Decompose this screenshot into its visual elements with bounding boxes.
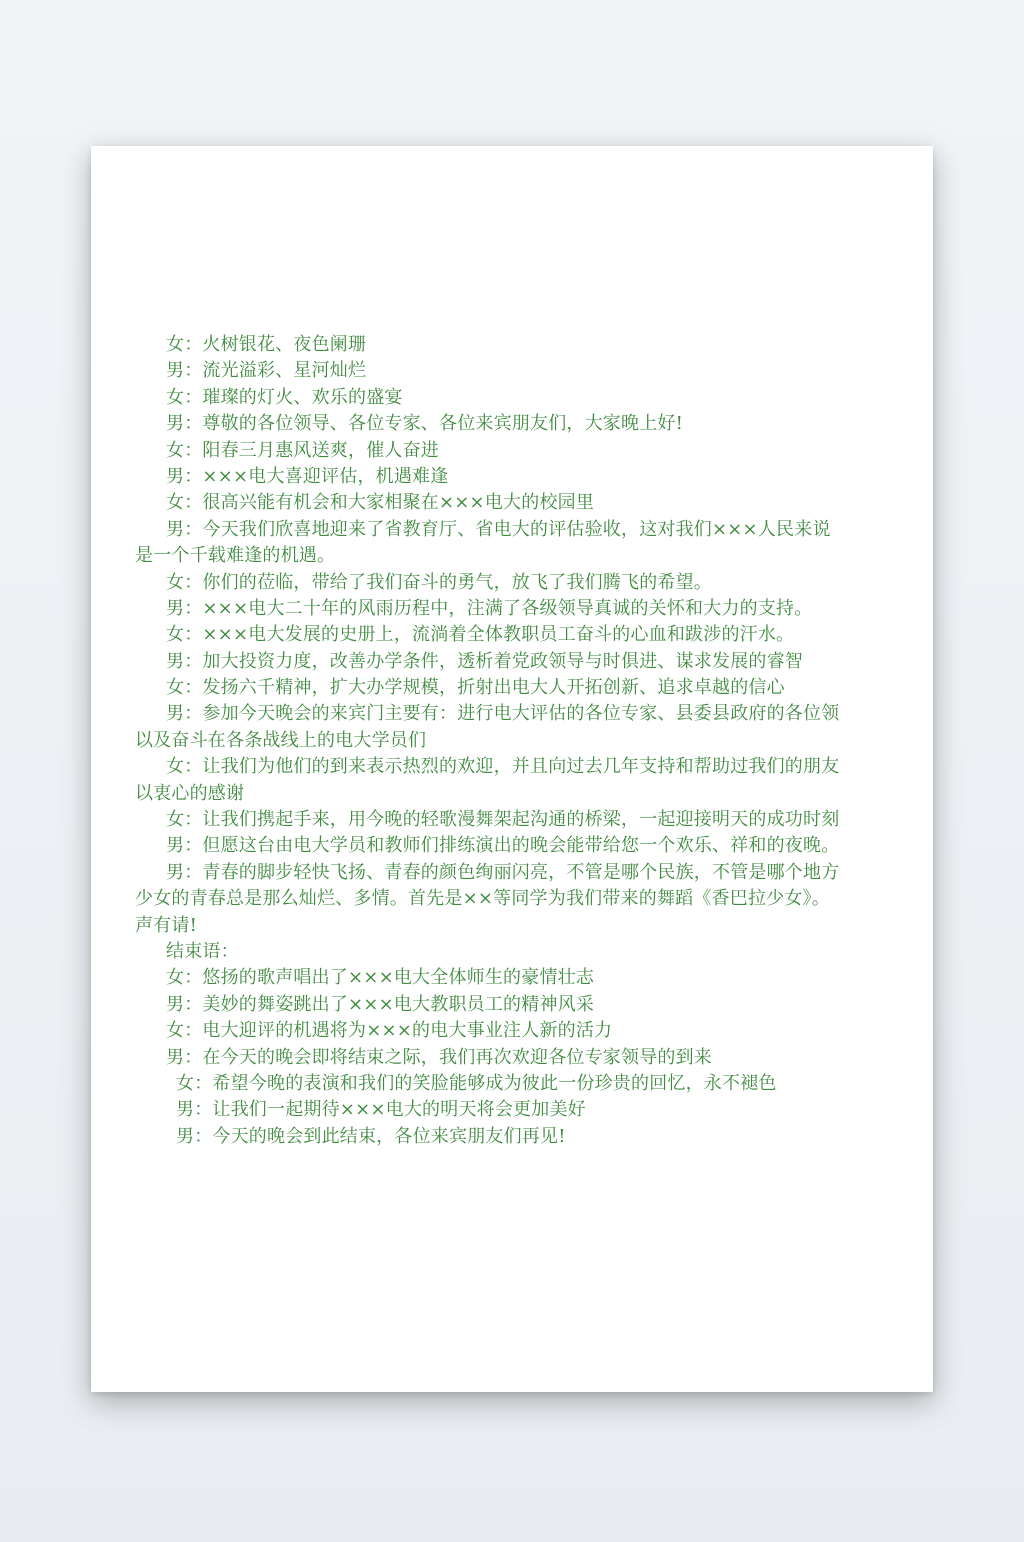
script-line: 男：今天我们欣喜地迎来了省教育厅、省电大的评估验收，这对我们×××人民来说 (166, 518, 831, 540)
script-line: 是一个千载难逢的机遇。 (135, 545, 336, 567)
script-line: 男：参加今天晚会的来宾门主要有：进行电大评估的各位专家、县委县政府的各位领 (166, 703, 840, 725)
script-line: 女：你们的莅临，带给了我们奋斗的勇气，放飞了我们腾飞的希望。 (166, 571, 712, 593)
script-line: 女：让我们为他们的到来表示热烈的欢迎，并且向过去几年支持和帮助过我们的朋友 (166, 756, 840, 778)
document-page (91, 146, 933, 1392)
script-line: 以及奋斗在各条战线上的电大学员们 (135, 729, 427, 751)
script-line: 女：×××电大发展的史册上，流淌着全体教职员工奋斗的心血和跋涉的汗水。 (166, 624, 795, 646)
script-text (135, 332, 919, 1150)
script-line: 女：很高兴能有机会和大家相聚在×××电大的校园里 (166, 492, 595, 514)
script-line: 男：×××电大二十年的风雨历程中，注满了各级领导真诚的关怀和大力的支持。 (166, 597, 813, 619)
script-line: 男：青春的脚步轻快飞扬、青春的颜色绚丽闪亮，不管是哪个民族，不管是哪个地方 (166, 861, 840, 883)
script-line: 男：今天的晚会到此结束，各位来宾朋友们再见! (176, 1125, 566, 1147)
script-line: 男：尊敬的各位领导、各位专家、各位来宾朋友们，大家晚上好! (166, 413, 684, 435)
script-line: 声有请! (135, 914, 198, 936)
script-line: 女：发扬六千精神，扩大办学规模，折射出电大人开拓创新、追求卓越的信心 (166, 677, 785, 699)
script-line: 女：璀璨的灯火、欢乐的盛宴 (166, 386, 403, 408)
script-line: 男：美妙的舞姿跳出了×××电大教职员工的精神风采 (166, 993, 595, 1015)
script-line: 少女的青春总是那么灿烂、多情。首先是××等同学为我们带来的舞蹈《香巴拉少女》。 (135, 888, 830, 910)
script-line: 女：电大迎评的机遇将为×××的电大事业注人新的活力 (166, 1020, 613, 1042)
script-line: 女：悠扬的歌声唱出了×××电大全体师生的豪情壮志 (166, 967, 595, 989)
script-line: 男：流光溢彩、星河灿烂 (166, 360, 367, 382)
section-heading: 结束语： (166, 940, 239, 962)
script-line: 女：希望今晚的表演和我们的笑脸能够成为彼此一份珍贵的回忆，永不褪色 (176, 1072, 777, 1094)
script-line: 男：但愿这台由电大学员和教师们排练演出的晚会能带给您一个欢乐、祥和的夜晚。 (166, 835, 840, 857)
script-line: 女：让我们携起手来，用今晚的轻歌漫舞架起沟通的桥梁，一起迎接明天的成功时刻 (166, 809, 840, 831)
script-line: 男：在今天的晚会即将结束之际，我们再次欢迎各位专家领导的到来 (166, 1046, 712, 1068)
script-line: 男：×××电大喜迎评估，机遇难逢 (166, 465, 449, 487)
script-line: 男：让我们一起期待×××电大的明天将会更加美好 (176, 1099, 586, 1121)
script-line: 女：阳春三月惠风送爽，催人奋进 (166, 439, 439, 461)
script-line: 男：加大投资力度，改善办学条件，透析着党政领导与时俱进、谋求发展的睿智 (166, 650, 803, 672)
script-line: 以衷心的感谢 (135, 782, 245, 804)
script-line: 女：火树银花、夜色阑珊 (166, 334, 367, 355)
